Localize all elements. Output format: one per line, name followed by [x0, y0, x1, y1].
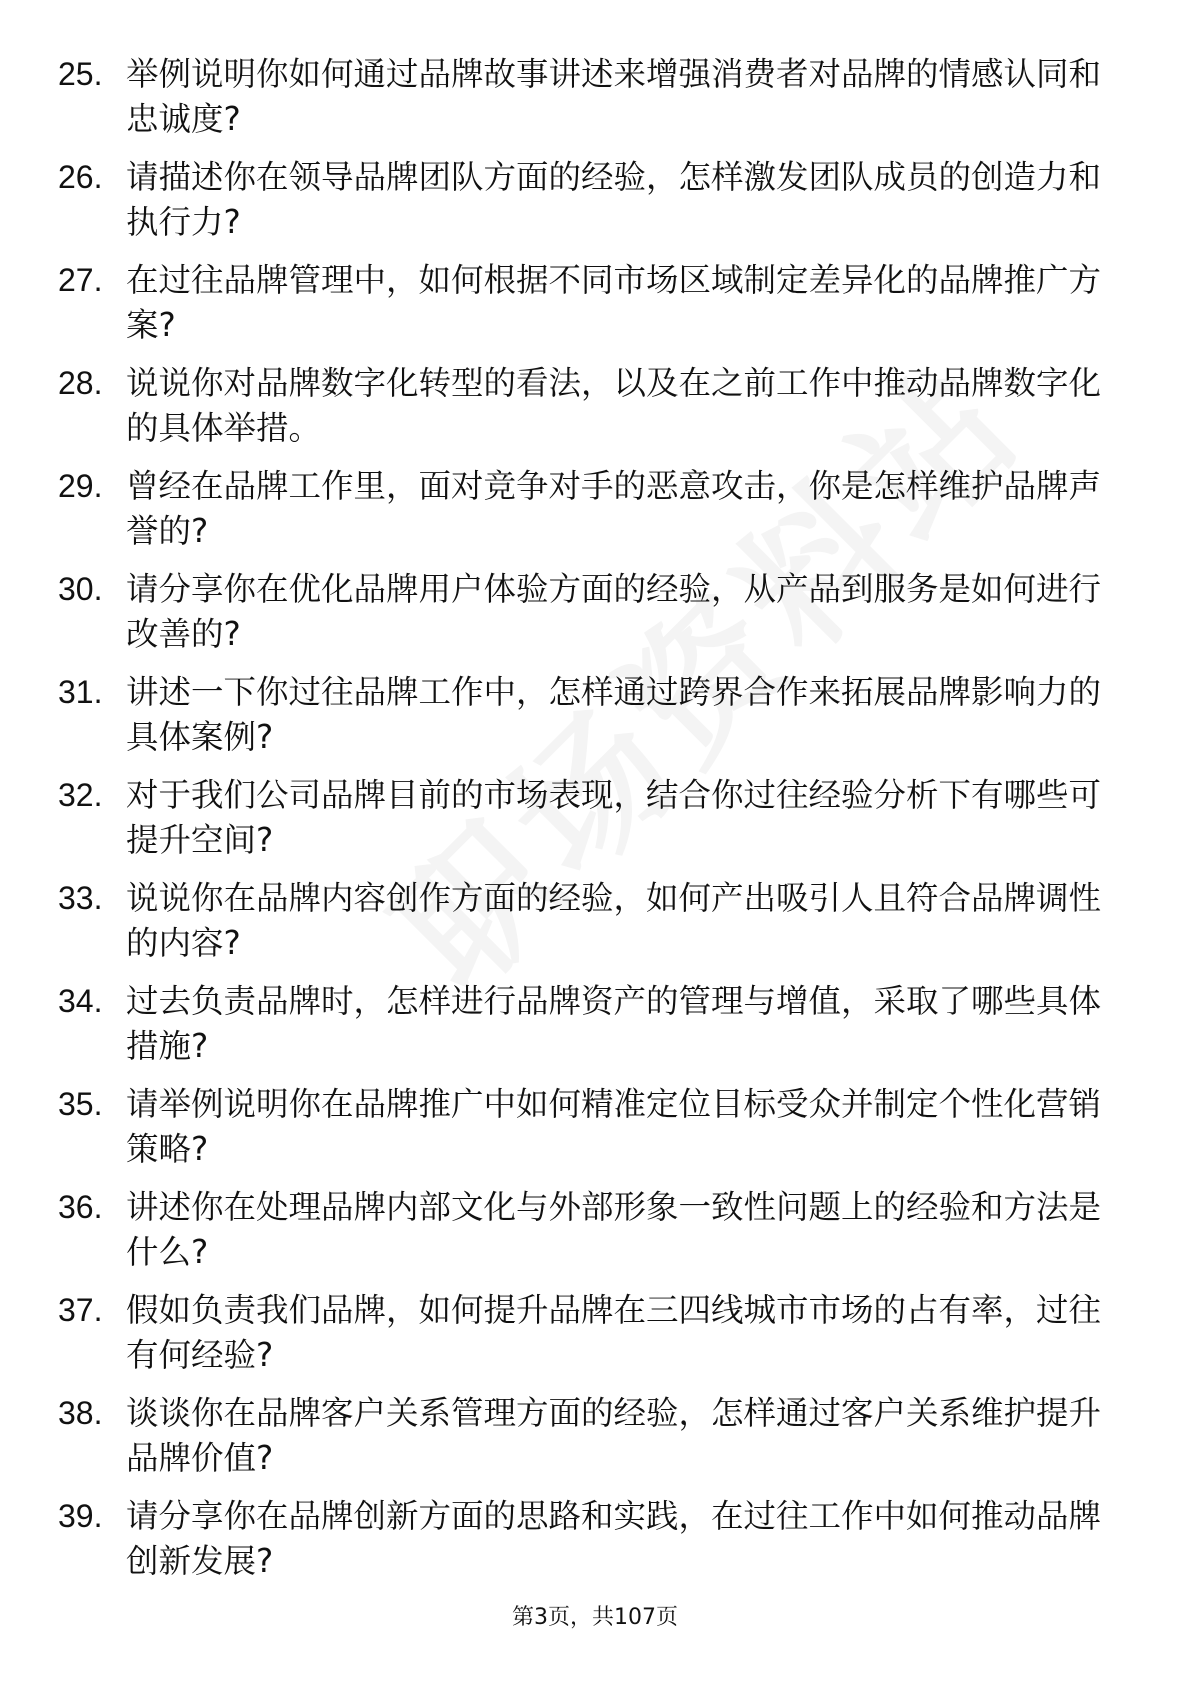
question-number: 26.: [58, 159, 103, 195]
question-number: 27.: [58, 262, 103, 298]
question-number: 33.: [58, 880, 103, 916]
question-list: [58, 52, 1118, 1597]
question-text: 讲述一下你过往品牌工作中，怎样通过跨界合作来拓展品牌影响力的具体案例?: [126, 673, 1102, 756]
question-item: [58, 52, 1118, 142]
question-number: 36.: [58, 1189, 103, 1225]
question-number: 30.: [58, 571, 103, 607]
question-text: 请描述你在领导品牌团队方面的经验，怎样激发团队成员的创造力和执行力?: [126, 158, 1102, 241]
question-item: [58, 155, 1118, 245]
question-item: [58, 670, 1118, 760]
question-text: 在过往品牌管理中，如何根据不同市场区域制定差异化的品牌推广方案?: [126, 261, 1102, 344]
question-text: 假如负责我们品牌，如何提升品牌在三四线城市市场的占有率，过往有何经验?: [126, 1291, 1102, 1374]
question-number: 31.: [58, 674, 103, 710]
question-item: [58, 1391, 1118, 1481]
question-text: 谈谈你在品牌客户关系管理方面的经验，怎样通过客户关系维护提升品牌价值?: [126, 1394, 1102, 1477]
question-number: 34.: [58, 983, 103, 1019]
question-text: 说说你对品牌数字化转型的看法，以及在之前工作中推动品牌数字化的具体举措。: [126, 364, 1102, 447]
question-item: [58, 773, 1118, 863]
page-number: 第3页，共107页: [512, 1605, 678, 1630]
question-text: 请举例说明你在品牌推广中如何精准定位目标受众并制定个性化营销策略?: [126, 1085, 1102, 1168]
question-item: [58, 361, 1118, 451]
question-text: 对于我们公司品牌目前的市场表现，结合你过往经验分析下有哪些可提升空间?: [126, 776, 1102, 859]
question-text: 请分享你在优化品牌用户体验方面的经验，从产品到服务是如何进行改善的?: [126, 570, 1102, 653]
question-item: [58, 1288, 1118, 1378]
page-footer: [0, 1603, 1190, 1633]
question-number: 37.: [58, 1292, 103, 1328]
question-text: 说说你在品牌内容创作方面的经验，如何产出吸引人且符合品牌调性的内容?: [126, 879, 1102, 962]
question-number: 32.: [58, 777, 103, 813]
question-number: 28.: [58, 365, 103, 401]
question-text: 举例说明你如何通过品牌故事讲述来增强消费者对品牌的情感认同和忠诚度?: [126, 55, 1102, 138]
question-text: 过去负责品牌时，怎样进行品牌资产的管理与增值，采取了哪些具体措施?: [126, 982, 1102, 1065]
question-item: [58, 1185, 1118, 1275]
question-item: [58, 258, 1118, 348]
question-item: [58, 979, 1118, 1069]
question-number: 39.: [58, 1498, 103, 1534]
question-item: [58, 464, 1118, 554]
question-item: [58, 1082, 1118, 1172]
question-number: 35.: [58, 1086, 103, 1122]
question-item: [58, 876, 1118, 966]
question-number: 25.: [58, 56, 103, 92]
question-text: 请分享你在品牌创新方面的思路和实践，在过往工作中如何推动品牌创新发展?: [126, 1497, 1102, 1580]
question-item: [58, 567, 1118, 657]
question-text: 曾经在品牌工作里，面对竞争对手的恶意攻击，你是怎样维护品牌声誉的?: [126, 467, 1102, 550]
question-text: 讲述你在处理品牌内部文化与外部形象一致性问题上的经验和方法是什么?: [126, 1188, 1102, 1271]
question-number: 38.: [58, 1395, 103, 1431]
question-item: [58, 1494, 1118, 1584]
question-number: 29.: [58, 468, 103, 504]
